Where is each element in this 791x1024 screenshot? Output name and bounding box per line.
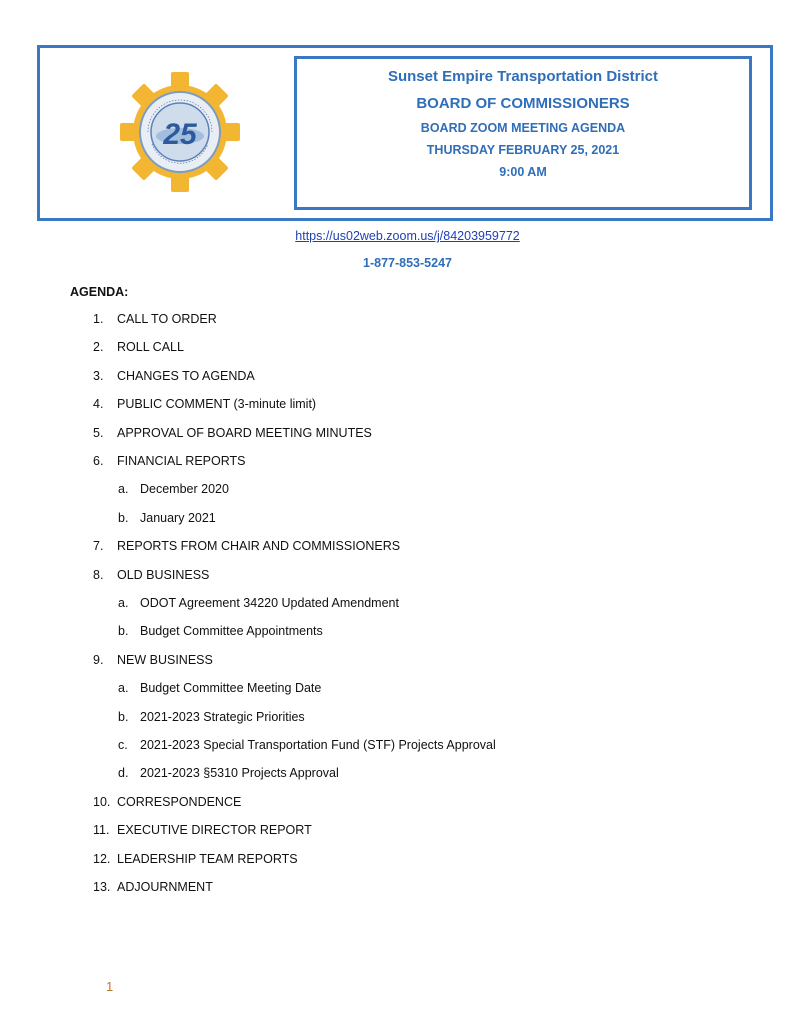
item-text: FINANCIAL REPORTS — [117, 454, 246, 468]
zoom-link[interactable]: https://us02web.zoom.us/j/84203959772 — [295, 229, 520, 243]
item-text: EXECUTIVE DIRECTOR REPORT — [117, 823, 312, 838]
item-text: December 2020 — [140, 482, 229, 497]
item-text: ODOT Agreement 34220 Updated Amendment — [140, 596, 399, 610]
meeting-date: THURSDAY FEBRUARY 25, 2021 — [426, 143, 620, 157]
item-number: 2. — [93, 340, 104, 355]
item-number: 8. — [93, 567, 104, 582]
item-number: 11. — [93, 823, 110, 838]
item-text: CHANGES TO AGENDA — [117, 368, 255, 383]
item-number: 6. — [93, 454, 104, 468]
zoom-link-row — [0, 229, 791, 243]
item-number: 1. — [93, 312, 104, 326]
item-text: PUBLIC COMMENT (3-minute limit) — [117, 397, 317, 412]
page-number: 1 — [106, 979, 114, 994]
item-number: 7. — [93, 539, 104, 554]
item-number: 12. — [93, 851, 111, 866]
header-title-box — [294, 56, 752, 210]
meeting-time: 9:00 AM — [499, 165, 547, 179]
item-text: CORRESPONDENCE — [117, 794, 242, 809]
item-text: LEADERSHIP TEAM REPORTS — [117, 851, 298, 866]
board-title: BOARD OF COMMISSIONERS — [416, 95, 630, 112]
phone-number: 1-877-853-5247 — [363, 256, 452, 270]
district-25-year-logo — [118, 70, 242, 194]
item-number: a. — [118, 596, 129, 610]
item-text: January 2021 — [140, 510, 216, 525]
item-text: REPORTS FROM CHAIR AND COMMISSIONERS — [117, 539, 401, 554]
item-number: 4. — [93, 397, 104, 412]
item-number: 9. — [93, 652, 104, 667]
item-number: a. — [118, 482, 129, 497]
item-text: 2021-2023 §5310 Projects Approval — [140, 766, 339, 781]
meeting-title: BOARD ZOOM MEETING AGENDA — [420, 121, 626, 135]
item-text: APPROVAL OF BOARD MEETING MINUTES — [117, 425, 372, 440]
logo-number: 25 — [163, 118, 197, 151]
item-text: OLD BUSINESS — [117, 567, 210, 582]
item-text: 2021-2023 Special Transportation Fund (STF) Projects Approval — [140, 738, 496, 752]
item-number: 3. — [93, 368, 104, 383]
item-text: ROLL CALL — [117, 340, 184, 355]
item-text: NEW BUSINESS — [117, 652, 213, 667]
item-number: c. — [118, 738, 128, 752]
item-number: 13. — [93, 880, 111, 894]
item-number: 10. — [93, 794, 111, 809]
agenda-heading: AGENDA: — [70, 285, 129, 299]
item-text: ADJOURNMENT — [117, 880, 213, 894]
item-number: 5. — [93, 425, 104, 440]
item-text: CALL TO ORDER — [117, 312, 217, 326]
org-name: Sunset Empire Transportation District — [387, 68, 659, 85]
item-text: 2021-2023 Strategic Priorities — [140, 709, 305, 724]
item-number: d. — [118, 766, 129, 781]
phone-row — [0, 256, 791, 270]
item-number: b. — [118, 510, 129, 525]
item-number: b. — [118, 709, 129, 724]
item-number: b. — [118, 624, 129, 639]
item-text: Budget Committee Meeting Date — [140, 681, 322, 696]
item-number: a. — [118, 681, 129, 696]
item-text: Budget Committee Appointments — [140, 624, 323, 639]
